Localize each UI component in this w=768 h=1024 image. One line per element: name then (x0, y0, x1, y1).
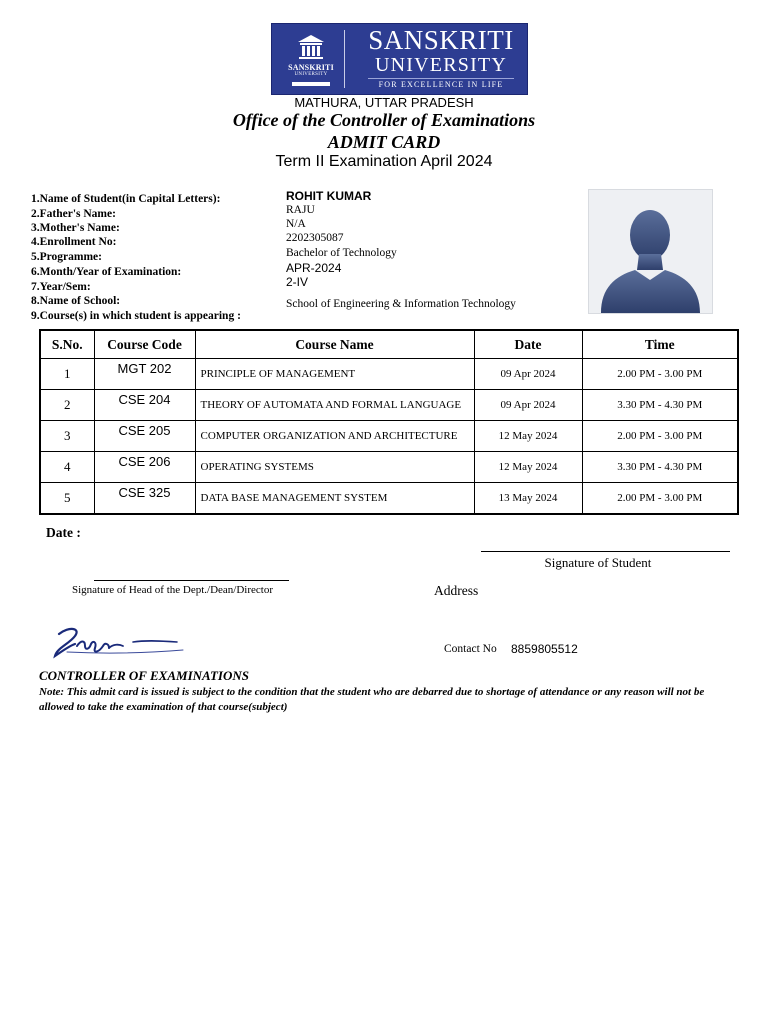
emblem-band (292, 82, 330, 86)
row-sno: 3 (40, 421, 94, 452)
admit-card-title: ADMIT CARD (327, 132, 441, 152)
exam-title: Term II Examination April 2024 (275, 153, 493, 170)
row-sno: 5 (40, 483, 94, 515)
header-course-name: Course Name (195, 330, 474, 359)
building-icon (297, 34, 325, 60)
row-course-code: CSE 205 (94, 421, 195, 452)
table-row (40, 483, 738, 515)
logo-name-line1: SANSKRITI (368, 25, 514, 55)
head-signature-label: Signature of Head of the Dept./Dean/Director (72, 584, 273, 596)
course-table (39, 329, 739, 515)
university-location: MATHURA, UTTAR PRADESH (294, 95, 474, 110)
student-photo (588, 189, 713, 314)
mother-name-value: N/A (286, 218, 306, 230)
month-year-value: APR-2024 (286, 261, 342, 275)
year-sem-value: 2-IV (286, 275, 309, 289)
row-course-code: CSE 204 (94, 390, 195, 421)
row-sno: 1 (40, 359, 94, 390)
person-silhouette-icon (589, 190, 712, 313)
father-name-value: RAJU (286, 204, 315, 216)
table-row (40, 359, 738, 390)
date-label: Date : (46, 525, 81, 540)
row-date: 13 May 2024 (474, 483, 582, 515)
university-emblem (278, 30, 345, 88)
row-sno: 4 (40, 452, 94, 483)
head-signature-line (94, 580, 289, 581)
row-date: 12 May 2024 (474, 452, 582, 483)
header-sno: S.No. (40, 330, 94, 359)
enrollment-value: 2202305087 (286, 232, 344, 244)
row-course-name: THEORY OF AUTOMATA AND FORMAL LANGUAGE (195, 390, 474, 421)
table-header-row (40, 330, 738, 359)
row-time: 2.00 PM - 3.00 PM (582, 359, 738, 390)
handwritten-signature-icon (47, 622, 187, 664)
student-signature-label: Signature of Student (544, 555, 652, 570)
header-time: Time (582, 330, 738, 359)
student-name-label: 1.Name of Student(in Capital Letters): (31, 193, 221, 205)
controller-signature (47, 622, 187, 669)
mother-name-label: 3.Mother's Name: (31, 222, 120, 234)
programme-value: Bachelor of Technology (286, 247, 397, 259)
row-time: 2.00 PM - 3.00 PM (582, 421, 738, 452)
university-logo (271, 23, 528, 95)
school-label: 8.Name of School: (31, 295, 121, 307)
admit-card-note: Note: This admit card is issued is subject to the condition that the student who are debarred due to shortage of attendance or any reason will not be allowed to take the examination of that course(subject) (39, 686, 705, 713)
table-row (40, 452, 738, 483)
row-time: 3.30 PM - 4.30 PM (582, 452, 738, 483)
row-sno: 2 (40, 390, 94, 421)
enrollment-label: 4.Enrollment No: (31, 236, 117, 248)
student-signature-line (481, 551, 730, 552)
row-date: 09 Apr 2024 (474, 390, 582, 421)
courses-label: 9.Course(s) in which student is appearing : (31, 310, 241, 322)
row-date: 09 Apr 2024 (474, 359, 582, 390)
header-course-code: Course Code (94, 330, 195, 359)
month-year-label: 6.Month/Year of Examination: (31, 266, 182, 278)
father-name-label: 2.Father's Name: (31, 208, 116, 220)
year-sem-label: 7.Year/Sem: (31, 281, 91, 293)
emblem-sub: UNIVERSITY (294, 72, 328, 77)
row-course-name: DATA BASE MANAGEMENT SYSTEM (195, 483, 474, 515)
emblem-name: SANSKRITI (288, 63, 334, 72)
row-course-code: CSE 325 (94, 483, 195, 515)
programme-label: 5.Programme: (31, 251, 102, 263)
student-name-value: ROHIT KUMAR (286, 189, 372, 203)
logo-name-line2: UNIVERSITY (375, 54, 507, 76)
row-date: 12 May 2024 (474, 421, 582, 452)
table-row (40, 421, 738, 452)
row-course-name: PRINCIPLE OF MANAGEMENT (195, 359, 474, 390)
logo-tagline: FOR EXCELLENCE IN LIFE (378, 80, 504, 89)
row-course-name: OPERATING SYSTEMS (195, 452, 474, 483)
row-course-code: MGT 202 (94, 359, 195, 390)
contact-value: 8859805512 (511, 642, 578, 656)
row-time: 2.00 PM - 3.00 PM (582, 483, 738, 515)
contact-label: Contact No (444, 643, 497, 655)
row-time: 3.30 PM - 4.30 PM (582, 390, 738, 421)
header-date: Date (474, 330, 582, 359)
address-label: Address (434, 583, 479, 598)
office-title: Office of the Controller of Examinations (232, 110, 536, 130)
row-course-code: CSE 206 (94, 452, 195, 483)
row-course-name: COMPUTER ORGANIZATION AND ARCHITECTURE (195, 421, 474, 452)
table-row (40, 390, 738, 421)
school-value: School of Engineering & Information Technology (286, 298, 516, 310)
controller-title: CONTROLLER OF EXAMINATIONS (39, 668, 249, 683)
logo-divider (368, 78, 514, 79)
